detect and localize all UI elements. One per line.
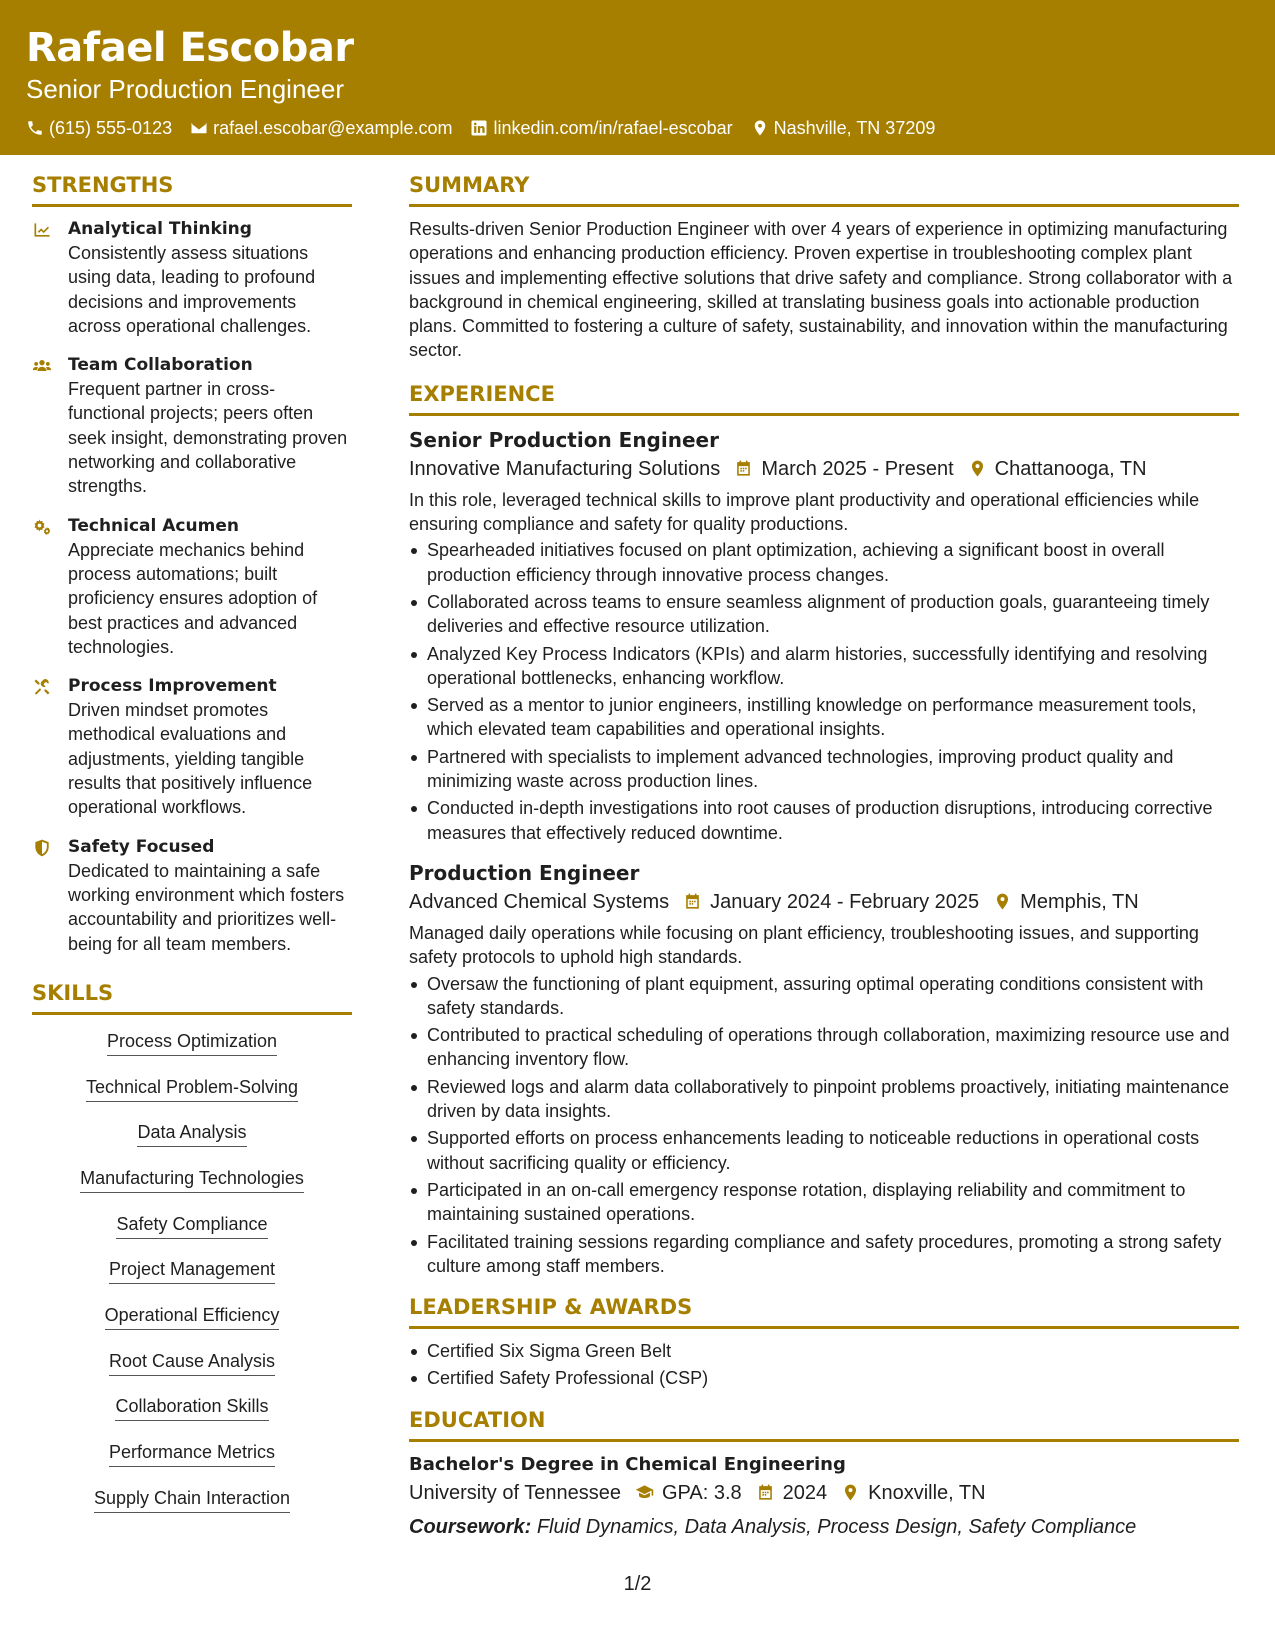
linkedin-icon <box>470 119 488 137</box>
strength-item <box>32 353 352 498</box>
contact-bar <box>26 116 1249 140</box>
list-item: Supported efforts on process enhancements leading to noticeable reductions in operational costs without sacrificing quality or efficiency. <box>409 1126 1239 1175</box>
location-text: Nashville, TN 37209 <box>773 118 936 138</box>
edu-meta <box>409 1478 1239 1508</box>
map-pin-icon <box>993 892 1012 911</box>
list-item: Contributed to practical scheduling of operations through collaboration, maximizing resource use and enhancing inventory flow. <box>409 1023 1239 1072</box>
contact-email[interactable] <box>190 116 452 140</box>
job-description: Managed daily operations while focusing on plant efficiency, troubleshooting issues, and supporting safety protocols to uphold high standards. <box>409 922 1199 968</box>
edu-year: 2024 <box>782 1481 828 1504</box>
experience-heading: EXPERIENCE <box>409 379 1239 416</box>
strength-desc: Consistently assess situations using data, leading to profound decisions and improvements across operational challenges. <box>68 243 316 336</box>
awards-heading: LEADERSHIP & AWARDS <box>409 1292 1239 1329</box>
strength-title: Technical Acumen <box>68 515 239 536</box>
strength-title: Safety Focused <box>68 836 215 857</box>
candidate-title: Senior Production Engineer <box>26 74 344 104</box>
strength-title: Analytical Thinking <box>68 219 252 239</box>
skill-item: Data Analysis <box>137 1120 246 1147</box>
edu-coursework <box>409 1512 1239 1542</box>
job-dates: January 2024 - February 2025 <box>710 890 980 913</box>
job-bullets <box>409 538 1239 845</box>
strength-desc: Frequent partner in cross-functional projects; peers often seek insight, demonstrating proven networking and collaborative strengths. <box>68 379 348 497</box>
job-company: Advanced Chemical Systems <box>409 890 670 913</box>
job-dates: March 2025 - Present <box>761 457 954 480</box>
skills-heading: SKILLS <box>32 978 352 1015</box>
contact-linkedin[interactable] <box>470 116 732 140</box>
list-item: Analyzed Key Process Indicators (KPIs) and alarm histories, successfully identifying and resolving operational bottlenecks, enhancing workflow. <box>409 642 1239 691</box>
list-item: Reviewed logs and alarm data collaboratively to pinpoint problems proactively, initiating maintenance driven by data insights. <box>409 1075 1239 1124</box>
coursework-label: Coursework: <box>409 1515 532 1538</box>
strength-item <box>32 835 352 956</box>
map-pin-icon <box>751 119 769 137</box>
job-location: Memphis, TN <box>1020 890 1139 913</box>
candidate-name: Rafael Escobar <box>26 25 354 71</box>
calendar-icon <box>756 1483 775 1502</box>
skill-item: Manufacturing Technologies <box>80 1166 304 1193</box>
contact-location <box>751 116 936 140</box>
skill-item: Project Management <box>109 1257 275 1284</box>
strength-desc: Appreciate mechanics behind process automations; built proficiency ensures adoption of best practices and advanced technologies. <box>68 539 318 657</box>
job-location: Chattanooga, TN <box>994 457 1147 480</box>
skills-list <box>32 1029 352 1532</box>
envelope-icon <box>190 119 208 137</box>
list-item: Oversaw the functioning of plant equipment, assuring optimal operating conditions consistent with safety standards. <box>409 972 1239 1021</box>
strength-desc: Driven mindset promotes methodical evaluations and adjustments, yielding tangible results that positively influence operational workflows. <box>68 700 313 818</box>
job-title: Senior Production Engineer <box>409 427 719 452</box>
awards-list <box>409 1339 1239 1391</box>
skill-item: Safety Compliance <box>116 1212 267 1239</box>
list-item: Partnered with specialists to implement advanced technologies, improving product quality and minimizing waste across production lines. <box>409 745 1239 794</box>
skill-item: Performance Metrics <box>109 1440 275 1467</box>
strength-item <box>32 217 352 338</box>
job-bullets <box>409 972 1239 1279</box>
job-title: Production Engineer <box>409 860 640 885</box>
edu-school: University of Tennessee <box>409 1481 621 1504</box>
strength-desc: Dedicated to maintaining a safe working environment which fosters accountability and prioritizes well-being for all team members. <box>68 860 345 954</box>
right-column <box>409 170 1239 1542</box>
resume-header <box>0 0 1275 155</box>
phone-icon <box>26 119 44 137</box>
education-heading: EDUCATION <box>409 1405 1239 1442</box>
job-meta <box>409 887 1239 917</box>
calendar-icon <box>683 892 702 911</box>
coursework-text: Fluid Dynamics, Data Analysis, Process Design, Safety Compliance <box>536 1515 1137 1538</box>
skill-item: Technical Problem-Solving <box>86 1075 298 1102</box>
graduation-cap-icon <box>635 1483 654 1502</box>
list-item: Collaborated across teams to ensure seamless alignment of production goals, guaranteeing timely deliveries and effective resource utilization. <box>409 590 1239 639</box>
phone-text: (615) 555-0123 <box>49 118 173 138</box>
job-meta <box>409 454 1239 484</box>
page-number: 1/2 <box>623 1573 652 1595</box>
gears-icon <box>32 517 52 537</box>
job-company: Innovative Manufacturing Solutions <box>409 457 721 480</box>
left-column <box>32 170 352 1531</box>
list-item: Participated in an on-call emergency response rotation, displaying reliability and commitment to maintaining sustained operations. <box>409 1178 1239 1227</box>
skill-item: Root Cause Analysis <box>109 1349 275 1376</box>
calendar-icon <box>734 459 753 478</box>
list-item: Conducted in-depth investigations into root causes of production disruptions, introducing corrective measures that effectively reduced downtime. <box>409 796 1239 845</box>
education-entry <box>409 1452 1239 1542</box>
job-description: In this role, leveraged technical skills to improve plant productivity and operational efficiencies while ensuring compliance and safety for quality productions. <box>409 489 1200 535</box>
users-icon <box>32 356 52 376</box>
tools-icon <box>32 677 52 697</box>
list-item: Spearheaded initiatives focused on plant optimization, achieving a significant boost in overall production efficiency through innovative process changes. <box>409 538 1239 587</box>
summary-text: Results-driven Senior Production Engineer with over 4 years of experience in optimizing manufacturing operations and enhancing production efficiency. Proven expertise in troubleshooting complex plant issues and implementing effective solutions that drive safety and compliance. Strong collaborator with a background in chemical engineering, skilled at translating business goals into actionable production plans. Committed to fostering a culture of safety, sustainability, and innovation within the manufacturing sector. <box>409 219 1233 361</box>
shield-icon <box>32 838 52 858</box>
job-entry <box>409 859 1239 1278</box>
job-entry <box>409 426 1239 845</box>
skill-item: Operational Efficiency <box>105 1303 280 1330</box>
linkedin-text: linkedin.com/in/rafael-escobar <box>493 118 733 138</box>
strengths-heading: STRENGTHS <box>32 170 352 207</box>
strength-title: Team Collaboration <box>68 355 253 376</box>
edu-degree: Bachelor's Degree in Chemical Engineering <box>409 1453 846 1475</box>
contact-phone[interactable] <box>26 116 172 140</box>
map-pin-icon <box>968 459 987 478</box>
skill-item: Collaboration Skills <box>115 1394 268 1421</box>
summary-heading: SUMMARY <box>409 170 1239 207</box>
list-item: Certified Safety Professional (CSP) <box>409 1366 1239 1390</box>
email-text: rafael.escobar@example.com <box>213 118 453 138</box>
strength-item <box>32 674 352 819</box>
strength-title: Process Improvement <box>68 676 277 697</box>
skill-item: Supply Chain Interaction <box>94 1486 290 1513</box>
chart-line-icon <box>32 220 52 240</box>
strength-item <box>32 514 352 659</box>
edu-location: Knoxville, TN <box>868 1481 986 1504</box>
list-item: Served as a mentor to junior engineers, instilling knowledge on performance measurement tools, which elevated team capabilities and operational insights. <box>409 693 1239 742</box>
skill-item: Process Optimization <box>107 1029 277 1056</box>
list-item: Certified Six Sigma Green Belt <box>409 1339 1239 1363</box>
map-pin-icon <box>841 1483 860 1502</box>
edu-gpa: GPA: 3.8 <box>661 1481 742 1504</box>
list-item: Facilitated training sessions regarding compliance and safety procedures, promoting a strong safety culture among staff members. <box>409 1230 1239 1279</box>
